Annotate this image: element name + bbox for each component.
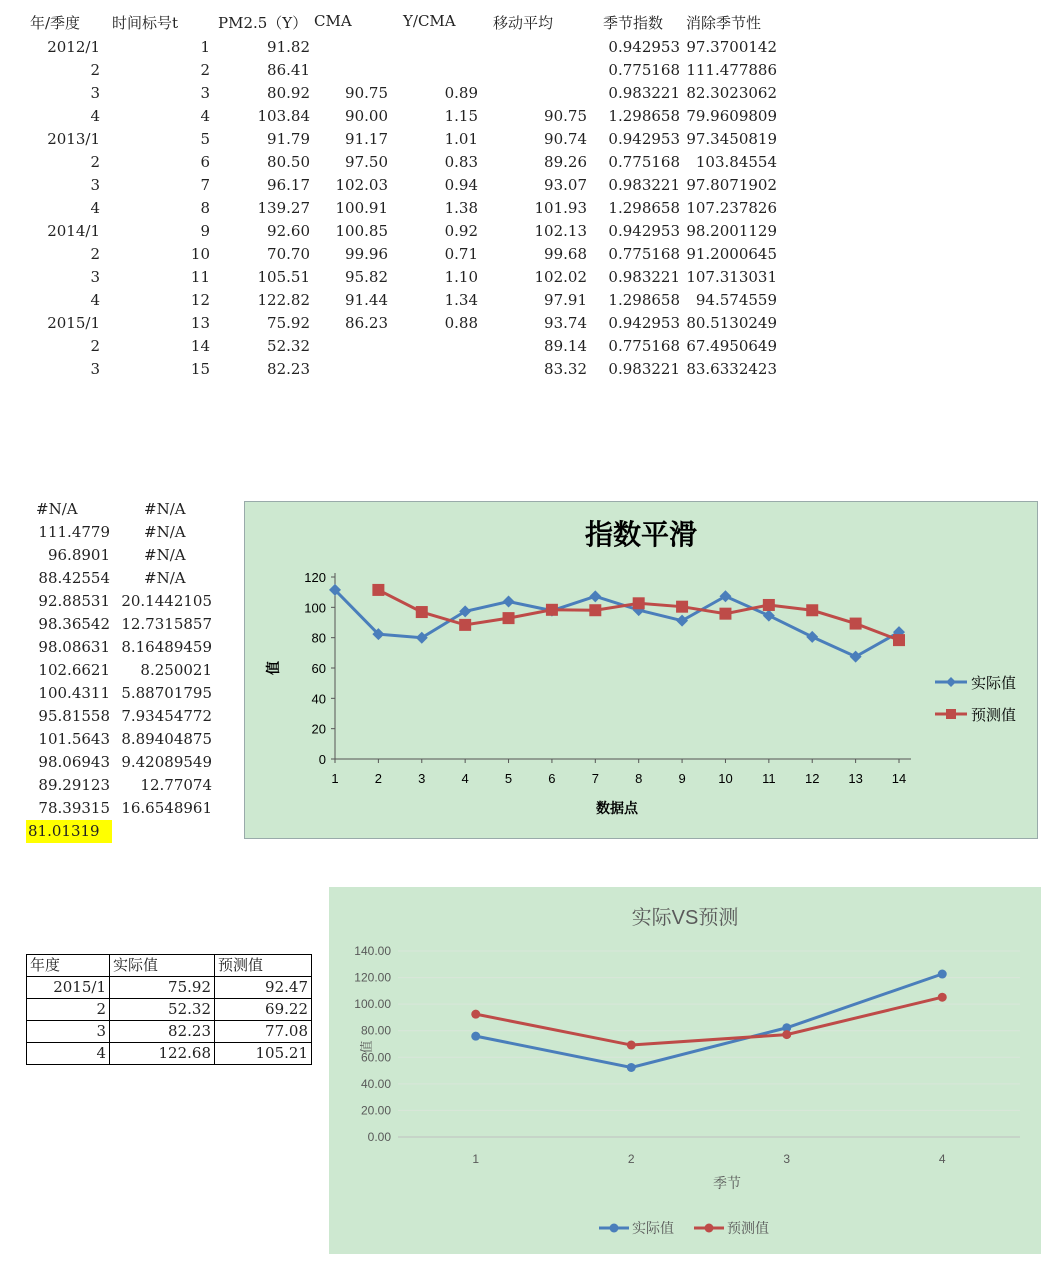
y-tick-label: 120.00	[354, 970, 391, 985]
chart-title: 指数平滑	[584, 519, 698, 550]
table-cell[interactable]: 1	[200, 38, 210, 56]
period-cell[interactable]: 4	[90, 291, 100, 309]
table-cell[interactable]: 97.8071902	[686, 176, 777, 194]
table-cell[interactable]: 82.23	[110, 1021, 215, 1043]
data-point-marker[interactable]	[938, 993, 947, 1002]
smoothed-value-cell[interactable]: #N/A	[36, 500, 78, 518]
table-cell[interactable]: 97.3700142	[686, 38, 777, 56]
x-tick-label: 2	[627, 1152, 635, 1166]
table-cell[interactable]: 107.237826	[686, 199, 777, 217]
table-cell[interactable]: 5	[200, 130, 210, 148]
table-cell[interactable]: 0.983221	[608, 176, 680, 194]
period-cell[interactable]: 2015/1	[47, 314, 100, 332]
data-point-marker[interactable]	[763, 599, 775, 611]
table-cell[interactable]: 0.942953	[608, 222, 680, 240]
table-header-row	[27, 955, 312, 977]
smoothed-value-cell[interactable]: 101.5643	[38, 730, 110, 748]
smoothed-value-cell[interactable]: 98.06943	[38, 753, 110, 771]
table-cell[interactable]: 4	[200, 107, 210, 125]
y-tick-label: 80	[311, 630, 326, 646]
legend-label: 实际值	[971, 675, 1017, 692]
table-cell[interactable]: 2015/1	[27, 977, 110, 999]
table-row	[27, 1021, 312, 1043]
error-value-cell[interactable]: 20.1442105	[121, 592, 212, 610]
table-cell[interactable]: 3	[27, 1021, 110, 1043]
y-tick-label: 80.00	[360, 1023, 391, 1038]
table-cell[interactable]: 1.15	[444, 107, 478, 125]
x-axis-title: 季节	[713, 1175, 741, 1191]
table-cell[interactable]: 3	[200, 84, 210, 102]
period-cell[interactable]: 3	[90, 360, 100, 378]
column-header: PM2.5（Y）	[218, 14, 308, 32]
table-cell[interactable]: 9	[200, 222, 210, 240]
table-cell[interactable]: 86.41	[267, 61, 310, 79]
table-cell[interactable]: 0.71	[444, 245, 478, 263]
table-cell[interactable]: 122.68	[110, 1043, 215, 1065]
x-tick-label: 4	[461, 771, 469, 786]
data-point-marker[interactable]	[705, 1224, 714, 1233]
data-point-marker[interactable]	[676, 601, 688, 613]
data-point-marker[interactable]	[372, 584, 384, 596]
table-cell[interactable]: 75.92	[110, 977, 215, 999]
table-cell[interactable]: 13	[190, 314, 210, 332]
period-cell[interactable]: 3	[90, 84, 100, 102]
data-point-marker[interactable]	[503, 595, 515, 607]
x-tick-label: 1	[331, 771, 339, 786]
period-cell[interactable]: 3	[90, 268, 100, 286]
x-tick-label: 14	[891, 771, 907, 786]
series-line[interactable]	[335, 590, 899, 657]
table-cell[interactable]: 80.5130249	[686, 314, 777, 332]
x-tick-label: 9	[678, 771, 686, 786]
table-cell[interactable]: 93.07	[544, 176, 587, 194]
table-cell[interactable]: 0.88	[444, 314, 478, 332]
table-cell[interactable]: 102.03	[335, 176, 388, 194]
smoothed-value-cell[interactable]: 98.08631	[38, 638, 110, 656]
y-tick-label: 20.00	[360, 1103, 391, 1118]
x-tick-label: 7	[591, 771, 599, 786]
table-cell[interactable]: 99.96	[345, 245, 388, 263]
x-tick-label: 6	[548, 771, 556, 786]
data-point-marker[interactable]	[546, 604, 558, 616]
table-cell[interactable]: 11	[190, 268, 210, 286]
table-cell[interactable]: 97.3450819	[686, 130, 777, 148]
period-cell[interactable]: 2013/1	[47, 130, 100, 148]
error-value-cell[interactable]: 12.7315857	[121, 615, 212, 633]
error-value-cell[interactable]: #N/A	[144, 523, 186, 541]
table-cell[interactable]: 91.17	[345, 130, 388, 148]
table-cell[interactable]: 101.93	[534, 199, 587, 217]
column-header: 季节指数	[603, 14, 664, 32]
table-cell[interactable]: 97.50	[345, 153, 388, 171]
table-cell[interactable]: 80.50	[267, 153, 310, 171]
table-cell[interactable]: 139.27	[257, 199, 310, 217]
table-cell[interactable]: 14	[190, 337, 210, 355]
smoothed-value-cell[interactable]: 96.8901	[47, 546, 110, 564]
table-cell[interactable]: 2	[27, 999, 110, 1021]
x-tick-label: 12	[804, 771, 820, 786]
table-cell[interactable]: 1.298658	[608, 107, 680, 125]
table-cell[interactable]: 77.08	[215, 1021, 312, 1043]
table-cell[interactable]: 1.10	[444, 268, 478, 286]
table-cell[interactable]: 102.02	[534, 268, 587, 286]
column-header: 时间标号t	[112, 14, 179, 32]
data-point-marker[interactable]	[589, 604, 601, 616]
table-cell[interactable]: 70.70	[267, 245, 310, 263]
table-cell[interactable]: 122.82	[257, 291, 310, 309]
x-tick-label: 4	[938, 1152, 946, 1166]
data-point-marker[interactable]	[471, 1010, 480, 1019]
period-cell[interactable]: 4	[90, 107, 100, 125]
table-cell[interactable]: 90.74	[544, 130, 587, 148]
table-cell[interactable]: 90.75	[345, 84, 388, 102]
error-value-cell[interactable]: #N/A	[144, 500, 186, 518]
table-cell[interactable]: 103.84554	[695, 153, 777, 171]
table-cell[interactable]: 82.3023062	[686, 84, 777, 102]
error-value-cell[interactable]: 8.250021	[140, 661, 212, 679]
table-cell[interactable]: 92.60	[267, 222, 310, 240]
period-cell[interactable]: 2	[90, 61, 100, 79]
smoothed-value-cell[interactable]: 98.36542	[38, 615, 110, 633]
x-tick-label: 11	[762, 771, 776, 786]
table-cell[interactable]: 91.2000645	[686, 245, 777, 263]
y-tick-label: 120	[304, 570, 326, 585]
period-cell[interactable]: 4	[90, 199, 100, 217]
x-tick-label: 10	[718, 771, 733, 786]
table-cell[interactable]: 2	[200, 61, 210, 79]
x-axis-title: 数据点	[596, 800, 638, 816]
table-cell[interactable]: 0.92	[444, 222, 478, 240]
data-point-marker[interactable]	[938, 970, 947, 979]
data-point-marker[interactable]	[850, 618, 862, 630]
data-point-marker[interactable]	[850, 651, 862, 663]
table-cell[interactable]: 89.26	[544, 153, 587, 171]
forecast-highlight-cell[interactable]: 81.01319	[26, 820, 112, 843]
smoothed-value-cell[interactable]: 78.39315	[38, 799, 110, 817]
y-axis-title: 值	[265, 661, 281, 675]
error-value-cell[interactable]: 16.6548961	[121, 799, 212, 817]
data-point-marker[interactable]	[459, 619, 471, 631]
error-value-cell[interactable]: #N/A	[144, 569, 186, 587]
actual-vs-forecast-chart[interactable]	[329, 887, 1041, 1254]
data-point-marker[interactable]	[610, 1224, 619, 1233]
table-cell[interactable]: 91.44	[345, 291, 388, 309]
table-cell[interactable]: 15	[190, 360, 210, 378]
table-cell[interactable]: 99.68	[544, 245, 587, 263]
data-point-marker[interactable]	[719, 590, 731, 602]
data-point-marker[interactable]	[589, 590, 601, 602]
table-cell[interactable]: 83.32	[544, 360, 587, 378]
table-cell[interactable]: 105.51	[257, 268, 310, 286]
smoothed-value-cell[interactable]: 92.88531	[38, 592, 110, 610]
smoothed-value-cell[interactable]: 95.81558	[38, 707, 110, 725]
data-point-marker[interactable]	[633, 597, 645, 609]
data-point-marker[interactable]	[503, 612, 515, 624]
table-cell[interactable]: 0.942953	[608, 314, 680, 332]
table-cell[interactable]: 0.89	[444, 84, 478, 102]
column-header[interactable]: 实际值	[110, 955, 215, 977]
period-cell[interactable]: 2014/1	[47, 222, 100, 240]
actual-vs-forecast-table	[26, 954, 312, 1065]
table-cell[interactable]: 89.14	[544, 337, 587, 355]
actual-vs-forecast-chart-svg	[329, 887, 1041, 1254]
table-cell[interactable]: 91.82	[267, 38, 310, 56]
table-cell[interactable]: 94.574559	[695, 291, 777, 309]
table-row	[27, 1043, 312, 1065]
table-cell[interactable]: 0.983221	[608, 360, 680, 378]
period-cell[interactable]: 2012/1	[47, 38, 100, 56]
table-cell[interactable]: 67.4950649	[686, 337, 777, 355]
x-tick-label: 8	[635, 771, 643, 786]
data-point-marker[interactable]	[782, 1030, 791, 1039]
period-cell[interactable]: 2	[90, 337, 100, 355]
smoothed-value-cell[interactable]: 102.6621	[38, 661, 110, 679]
table-cell[interactable]: 1.298658	[608, 291, 680, 309]
y-tick-label: 40.00	[360, 1076, 391, 1091]
column-header: Y/CMA	[403, 12, 456, 30]
column-header: 年/季度	[30, 14, 81, 32]
column-header[interactable]: 年度	[27, 955, 110, 977]
table-cell[interactable]: 100.91	[335, 199, 388, 217]
table-row	[27, 977, 312, 999]
table-cell[interactable]: 0.775168	[608, 61, 680, 79]
table-cell[interactable]: 90.75	[544, 107, 587, 125]
y-tick-label: 60	[311, 661, 326, 676]
table-cell[interactable]: 52.32	[267, 337, 310, 355]
table-cell[interactable]: 1.38	[444, 199, 478, 217]
data-point-marker[interactable]	[676, 615, 688, 627]
chart-title: 实际VS预测	[631, 907, 739, 929]
table-cell[interactable]: 0.94	[444, 176, 478, 194]
table-cell[interactable]: 93.74	[544, 314, 587, 332]
data-point-marker[interactable]	[763, 610, 775, 622]
table-cell[interactable]: 79.9609809	[686, 107, 777, 125]
exp-smoothing-chart[interactable]	[244, 501, 1038, 839]
x-tick-label: 5	[504, 771, 513, 786]
table-cell[interactable]: 0.83	[444, 153, 478, 171]
table-cell[interactable]: 12	[190, 291, 210, 309]
data-point-marker[interactable]	[416, 606, 428, 618]
table-cell[interactable]: 4	[27, 1043, 110, 1065]
error-value-cell[interactable]: 7.93454772	[121, 707, 212, 725]
x-tick-label: 2	[374, 771, 383, 786]
table-cell[interactable]: 7	[200, 176, 210, 194]
y-tick-label: 100	[304, 600, 326, 616]
table-cell[interactable]: 10	[190, 245, 210, 263]
y-tick-label: 100.00	[354, 997, 391, 1012]
table-cell[interactable]: 0.942953	[608, 130, 680, 148]
error-value-cell[interactable]: #N/A	[144, 546, 186, 564]
table-cell[interactable]: 92.47	[215, 977, 312, 999]
table-cell[interactable]: 98.2001129	[686, 222, 777, 240]
x-tick-label: 3	[418, 771, 426, 786]
x-tick-label: 1	[472, 1152, 480, 1166]
column-header[interactable]: 预测值	[215, 955, 312, 977]
period-cell[interactable]: 3	[90, 176, 100, 194]
table-cell[interactable]: 96.17	[267, 176, 310, 194]
table-cell[interactable]: 1.298658	[608, 199, 680, 217]
data-point-marker[interactable]	[946, 709, 956, 719]
smoothed-value-cell[interactable]: 88.42554	[38, 569, 110, 587]
table-cell[interactable]: 0.775168	[608, 337, 680, 355]
table-cell[interactable]: 52.32	[110, 999, 215, 1021]
table-cell[interactable]: 105.21	[215, 1043, 312, 1065]
x-tick-label: 13	[848, 771, 863, 786]
table-cell[interactable]: 83.6332423	[686, 360, 777, 378]
y-tick-label: 40	[311, 691, 326, 707]
table-cell[interactable]: 100.85	[335, 222, 388, 240]
data-point-marker[interactable]	[806, 631, 818, 643]
legend-label: 预测值	[727, 1220, 769, 1236]
table-row	[27, 999, 312, 1021]
table-cell[interactable]: 75.92	[267, 314, 310, 332]
table-cell[interactable]: 91.79	[267, 130, 310, 148]
column-header: CMA	[314, 12, 352, 30]
table-cell[interactable]: 0.942953	[608, 38, 680, 56]
error-value-cell[interactable]: 12.77074	[140, 776, 212, 794]
smoothed-value-cell[interactable]: 89.29123	[38, 776, 110, 794]
y-tick-label: 0	[318, 752, 326, 767]
y-tick-label: 140.00	[354, 944, 391, 958]
y-tick-label: 60.00	[360, 1050, 391, 1065]
period-cell[interactable]: 2	[90, 245, 100, 263]
smoothed-value-cell[interactable]: 100.4311	[38, 684, 110, 702]
exp-smoothing-chart-svg	[245, 502, 1037, 838]
column-header: 移动平均	[493, 14, 554, 32]
table-cell[interactable]: 0.983221	[608, 268, 680, 286]
data-point-marker[interactable]	[471, 1032, 480, 1041]
error-value-cell[interactable]: 8.89404875	[121, 730, 212, 748]
table-cell[interactable]: 102.13	[534, 222, 587, 240]
legend-label: 实际值	[632, 1220, 674, 1236]
error-value-cell[interactable]: 5.88701795	[121, 684, 212, 702]
table-cell[interactable]: 0.775168	[608, 153, 680, 171]
table-cell[interactable]: 1.34	[444, 291, 478, 309]
data-point-marker[interactable]	[946, 677, 956, 687]
table-cell[interactable]: 107.313031	[686, 268, 777, 286]
data-point-marker[interactable]	[627, 1063, 636, 1072]
table-cell[interactable]: 95.82	[345, 268, 388, 286]
legend-label: 预测值	[971, 707, 1017, 724]
error-value-cell[interactable]: 9.42089549	[121, 753, 212, 771]
data-point-marker[interactable]	[893, 634, 905, 646]
smoothed-value-cell[interactable]: 111.4779	[38, 523, 110, 541]
table-cell[interactable]: 82.23	[267, 360, 310, 378]
series-line[interactable]	[476, 974, 943, 1067]
table-cell[interactable]: 111.477886	[686, 61, 777, 79]
table-cell[interactable]: 69.22	[215, 999, 312, 1021]
table-cell[interactable]: 0.775168	[608, 245, 680, 263]
period-cell[interactable]: 2	[90, 153, 100, 171]
table-cell[interactable]: 97.91	[544, 291, 587, 309]
y-tick-label: 20	[311, 721, 326, 737]
table-cell[interactable]: 90.00	[345, 107, 388, 125]
table-cell[interactable]: 1.01	[444, 130, 478, 148]
column-header: 消除季节性	[686, 14, 762, 32]
y-axis-title: 值	[359, 1040, 374, 1054]
table-cell[interactable]: 0.983221	[608, 84, 680, 102]
table-cell[interactable]: 8	[200, 199, 210, 217]
data-point-marker[interactable]	[627, 1041, 636, 1050]
data-point-marker[interactable]	[719, 608, 731, 620]
table-cell[interactable]: 80.92	[267, 84, 310, 102]
y-tick-label: 0.00	[367, 1130, 391, 1144]
table-cell[interactable]: 103.84	[257, 107, 310, 125]
data-point-marker[interactable]	[806, 604, 818, 616]
table-cell[interactable]: 6	[200, 153, 210, 171]
table-cell[interactable]: 86.23	[345, 314, 388, 332]
x-tick-label: 3	[783, 1152, 791, 1166]
error-value-cell[interactable]: 8.16489459	[121, 638, 212, 656]
